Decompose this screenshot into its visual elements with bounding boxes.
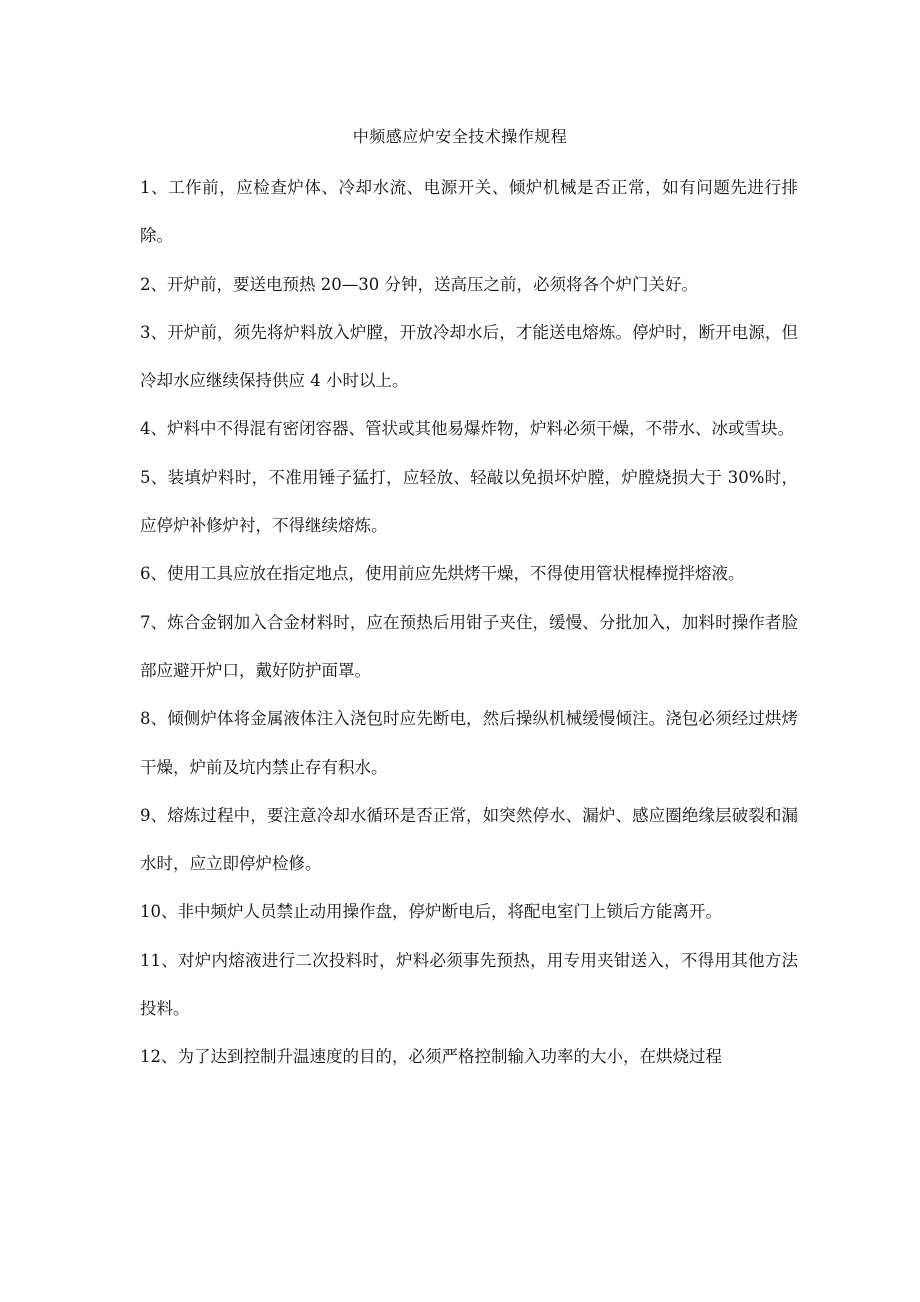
paragraph-3: 3、开炉前，须先将炉料放入炉膛，开放冷却水后，才能送电熔炼。停炉时，断开电源，但冷却水应继续保持供应 4 小时以上。 [140,322,798,391]
paragraph-1: 1、工作前，应检查炉体、冷却水流、电源开关、倾炉机械是否正常，如有问题先进行排除。 [140,178,798,246]
paragraph-6: 6、使用工具应放在指定地点，使用前应先烘烤干燥，不得使用管状棍棒搅拌熔液。 [140,564,745,584]
paragraph-5: 5、装填炉料时，不准用锤子猛打，应轻放、轻敲以免损坏炉膛，炉膛烧损大于 30%时，应停炉补修炉衬，不得继续熔炼。 [140,467,798,536]
paragraph-7: 7、炼合金钢加入合金材料时，应在预热后用钳子夹住，缓慢、分批加入，加料时操作者脸部应避开炉口，戴好防护面罩。 [140,612,798,680]
document-body [140,164,798,1082]
paragraph-10: 10、非中频炉人员禁止动用操作盘，停炉断电后，将配电室门上锁后方能离开。 [140,902,722,922]
paragraph-9: 9、熔炼过程中，要注意冷却水循环是否正常，如突然停水、漏炉、感应圈绝缘层破裂和漏水时，应立即停炉检修。 [140,805,798,874]
paragraph-2: 2、开炉前，要送电预热 20—30 分钟，送高压之前，必须将各个炉门关好。 [140,274,698,294]
paragraph-11: 11、对炉内熔液进行二次投料时，炉料必须事先预热，用专用夹钳送入，不得用其他方法投料。 [140,950,798,1019]
paragraph-4: 4、炉料中不得混有密闭容器、管状或其他易爆炸物，炉料必须干燥，不带水、冰或雪块。 [140,419,794,439]
paragraph-8: 8、倾侧炉体将金属液体注入浇包时应先断电，然后操纵机械缓慢倾注。浇包必须经过烘烤干燥，炉前及坑内禁止存有积水。 [140,709,798,777]
document-title: 中频感应炉安全技术操作规程 [352,127,568,146]
paragraph-12: 12、为了达到控制升温速度的目的，必须严格控制输入功率的大小，在烘烧过程 [140,1047,722,1067]
